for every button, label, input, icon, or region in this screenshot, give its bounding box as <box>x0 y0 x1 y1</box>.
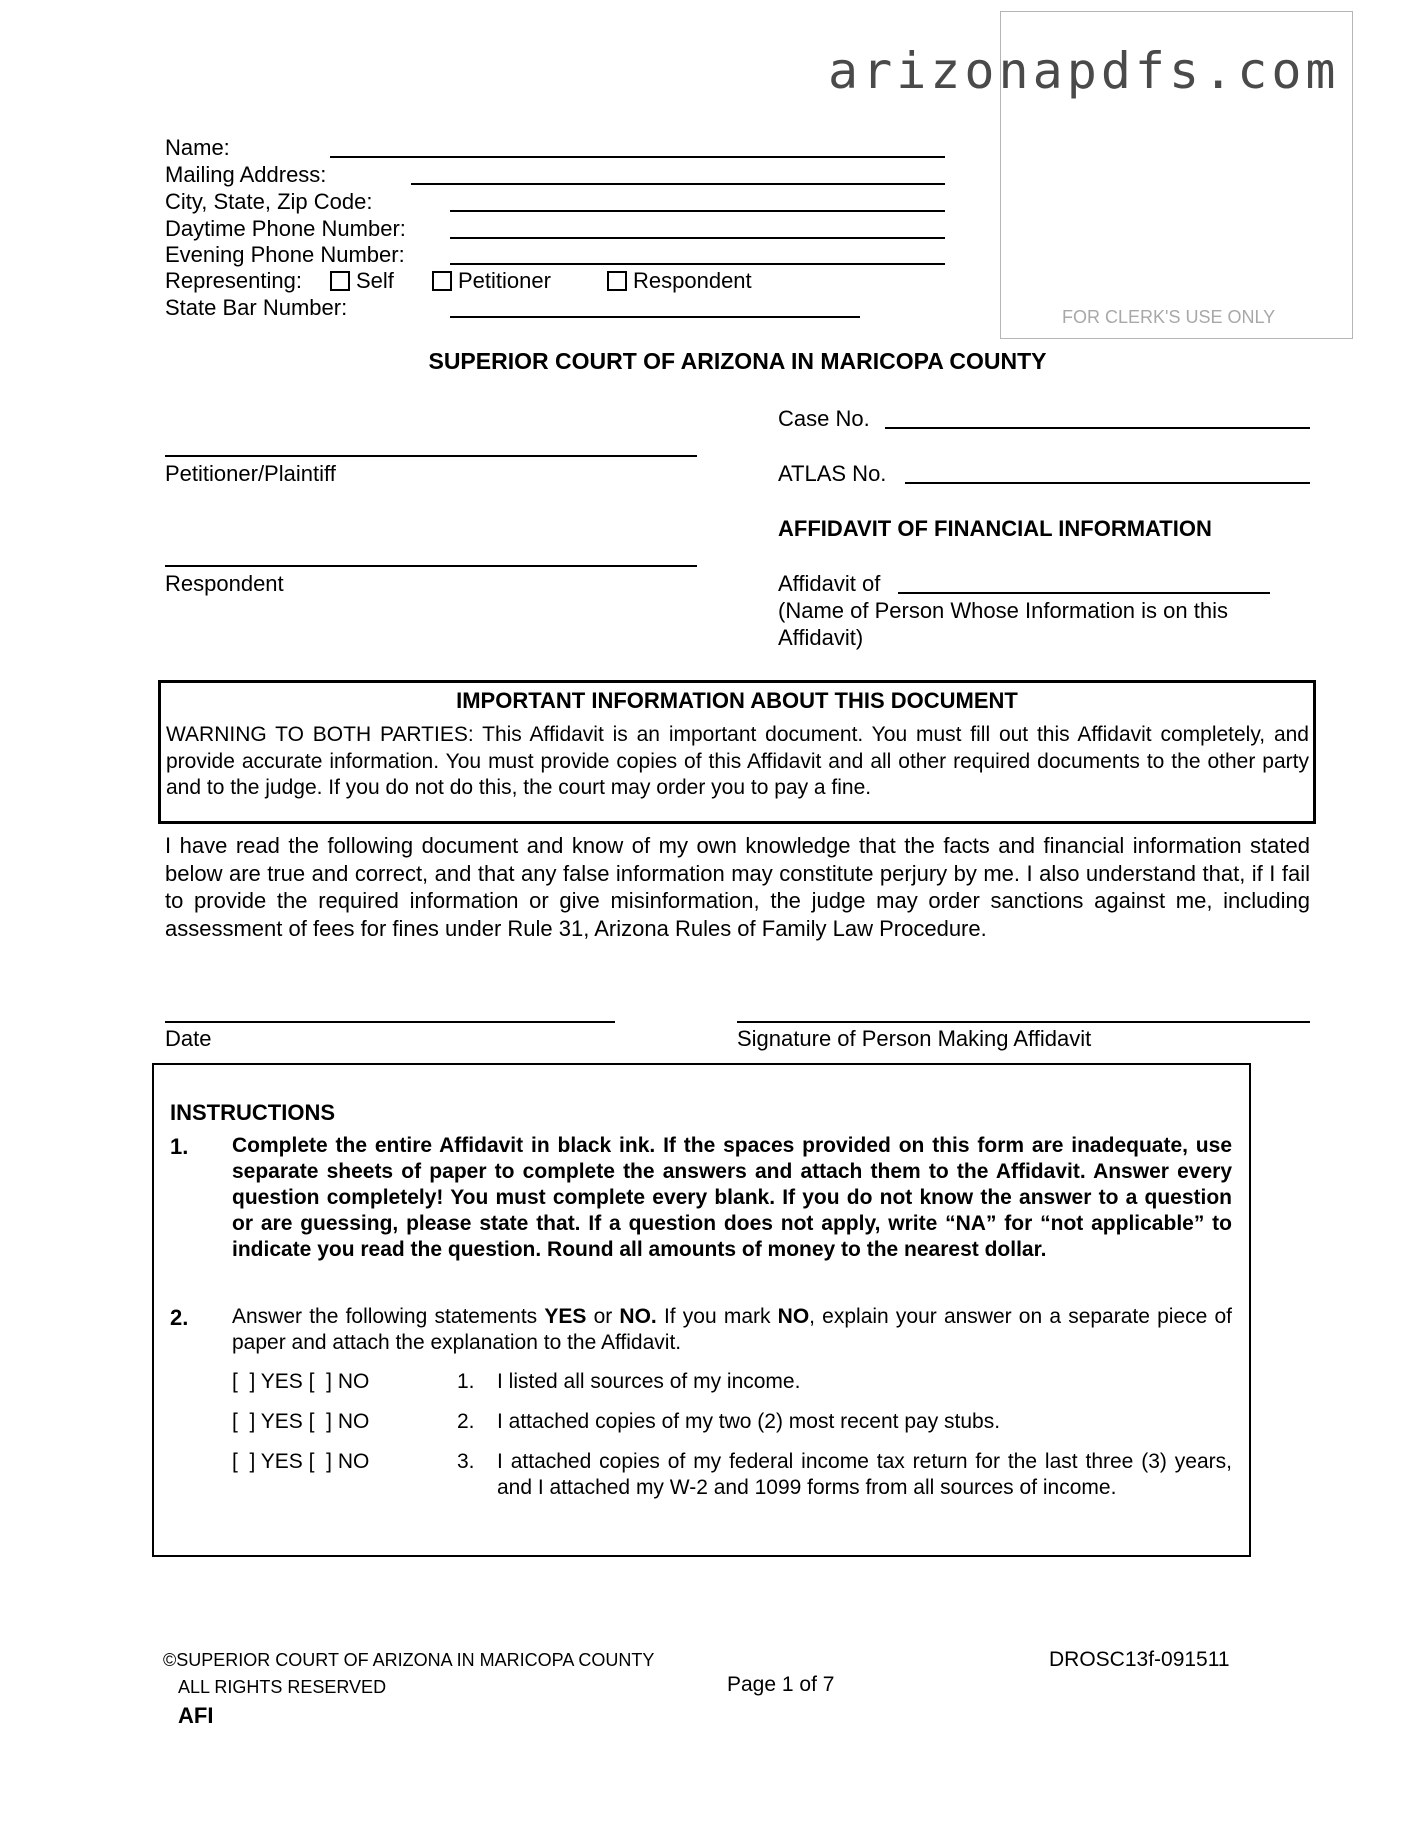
clerk-use-label: FOR CLERK'S USE ONLY <box>1062 307 1276 327</box>
evening-phone-label: Evening Phone Number: <box>165 242 405 267</box>
instruction-2-number: 2. <box>170 1305 189 1330</box>
checkbox-self[interactable] <box>330 267 394 294</box>
name-field[interactable] <box>330 156 945 158</box>
statement-text: I listed all sources of my income. <box>497 1370 801 1393</box>
important-text: WARNING TO BOTH PARTIES: This Affidavit is an important document. You must fill out this Affidavit completely, and provide accurate information. You must provide copies of this Affidavit and all other required documents to the other party and to the judge. If you do not do this, the court may order you to pay a fine. <box>166 723 1309 799</box>
watermark: arizonapdfs.com <box>828 42 1340 100</box>
checkbox-self-box[interactable] <box>330 271 350 291</box>
instruction-2-yes: YES <box>544 1305 587 1328</box>
footer-code: AFI <box>178 1703 214 1728</box>
state-bar-field[interactable] <box>450 316 860 318</box>
statement-number: 3. <box>457 1450 475 1473</box>
instruction-2-part-b: If you mark <box>656 1305 778 1328</box>
footer-copyright: ©SUPERIOR COURT OF ARIZONA IN MARICOPA COUNTY <box>163 1650 655 1670</box>
signature-field[interactable] <box>737 1021 1310 1023</box>
mailing-address-field[interactable] <box>411 183 945 185</box>
checkbox-respondent-label: Respondent <box>633 268 752 293</box>
yes-no-checkbox[interactable]: [ ] YES [ ] NO <box>232 1370 370 1393</box>
form-id: DROSC13f-091511 <box>1049 1648 1230 1671</box>
instruction-2-or: or <box>586 1305 620 1328</box>
instruction-1-text: Complete the entire Affidavit in black ink. If the spaces provided on this form are inadequate, use separate sheets of paper to complete the answers and attach them to the Affidavit. Answer every question completely! You must complete every blank. If you do not know the answer to a question or are guessing, please state that. If a question does not apply, write “NA” for “not applicable” to indicate you read the question. Round all amounts of money to the nearest dollar. <box>232 1134 1232 1261</box>
case-no-field[interactable] <box>885 427 1310 429</box>
checkbox-respondent[interactable] <box>607 267 752 294</box>
yes-no-checkbox[interactable]: [ ] YES [ ] NO <box>232 1450 370 1473</box>
respondent-label: Respondent <box>165 571 284 596</box>
instruction-2-text <box>232 1304 1232 1356</box>
daytime-phone-field[interactable] <box>450 237 945 239</box>
mailing-address-label: Mailing Address: <box>165 162 327 187</box>
affidavit-of-label: Affidavit of <box>778 571 881 596</box>
petitioner-field[interactable] <box>165 455 697 457</box>
yes-no-checkbox[interactable]: [ ] YES [ ] NO <box>232 1410 370 1433</box>
statement-number: 2. <box>457 1410 475 1433</box>
state-bar-label: State Bar Number: <box>165 295 348 320</box>
date-label: Date <box>165 1026 212 1051</box>
important-heading: IMPORTANT INFORMATION ABOUT THIS DOCUMENT <box>456 688 1018 713</box>
statement-text: I attached copies of my federal income tax return for the last three (3) years, and I attached my W-2 and 1099 forms from all sources of income. <box>497 1450 1232 1499</box>
statement-text: I attached copies of my two (2) most recent pay stubs. <box>497 1410 1001 1433</box>
representing-label: Representing: <box>165 268 302 293</box>
checkbox-respondent-box[interactable] <box>607 271 627 291</box>
instruction-2-part-a: Answer the following statements <box>232 1305 545 1328</box>
oath-paragraph: I have read the following document and know of my own knowledge that the facts and financial information stated below are true and correct, and that any false information may constitute perjury by me. I also understand that, if I fail to provide the required information or give misinformation, the judge may order sanctions against me, including assessment of fees for fines under Rule 31, Arizona Rules of Family Law Procedure. <box>165 833 1310 941</box>
instruction-2-part-c: , explain your answer on a separate piece of paper and attach the explanation to the Affidavit. <box>232 1305 1232 1354</box>
representing-row <box>165 267 752 294</box>
instructions-heading: INSTRUCTIONS <box>170 1100 335 1125</box>
atlas-no-label: ATLAS No. <box>778 461 887 486</box>
name-label: Name: <box>165 135 230 160</box>
form-title: AFFIDAVIT OF FINANCIAL INFORMATION <box>778 516 1212 541</box>
statement-number: 1. <box>457 1370 475 1393</box>
checkbox-petitioner[interactable] <box>432 267 551 294</box>
respondent-field[interactable] <box>165 565 697 567</box>
petitioner-label: Petitioner/Plaintiff <box>165 461 336 486</box>
affidavit-of-field[interactable] <box>898 592 1270 594</box>
instruction-1-number: 1. <box>170 1134 189 1159</box>
case-no-label: Case No. <box>778 406 870 431</box>
instruction-2-no: NO. <box>619 1305 657 1328</box>
important-box <box>158 680 1316 824</box>
page-number: Page 1 of 7 <box>727 1673 835 1696</box>
daytime-phone-label: Daytime Phone Number: <box>165 216 406 241</box>
city-state-zip-field[interactable] <box>450 210 945 212</box>
checkbox-self-label: Self <box>356 268 394 293</box>
affidavit-of-note: (Name of Person Whose Information is on this Affidavit) <box>778 598 1228 650</box>
date-field[interactable] <box>165 1021 615 1023</box>
evening-phone-field[interactable] <box>450 263 945 265</box>
instruction-2-no-2: NO <box>777 1305 810 1328</box>
city-state-zip-label: City, State, Zip Code: <box>165 189 373 214</box>
checkbox-petitioner-box[interactable] <box>432 271 452 291</box>
signature-label: Signature of Person Making Affidavit <box>737 1026 1092 1051</box>
checkbox-petitioner-label: Petitioner <box>458 268 551 293</box>
footer-rights: ALL RIGHTS RESERVED <box>178 1677 387 1697</box>
court-title: SUPERIOR COURT OF ARIZONA IN MARICOPA COUNTY <box>428 348 1047 374</box>
atlas-no-field[interactable] <box>905 482 1310 484</box>
